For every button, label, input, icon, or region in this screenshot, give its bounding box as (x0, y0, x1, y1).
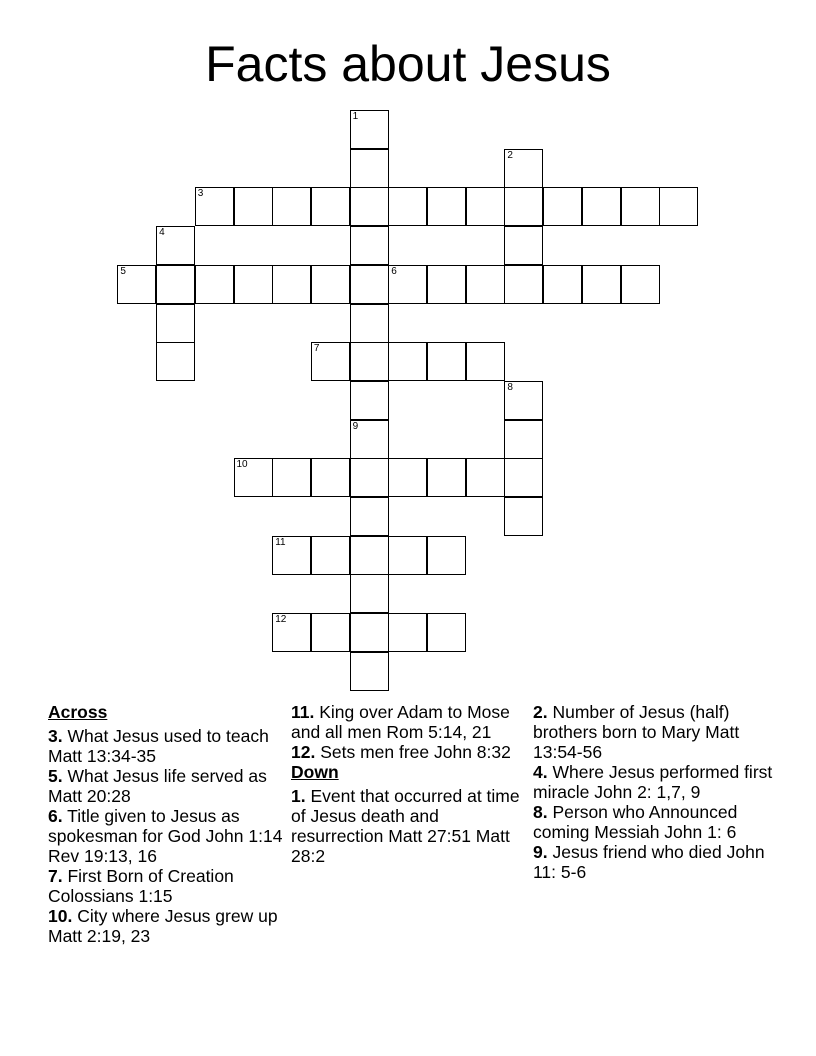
grid-cell[interactable] (156, 265, 195, 304)
grid-cell[interactable] (504, 420, 543, 459)
clue-text: First Born of Creation Colossians 1:15 (48, 866, 234, 906)
grid-cell[interactable] (504, 497, 543, 536)
grid-cell[interactable] (311, 342, 350, 381)
clue-text: Sets men free John 8:32 (315, 742, 511, 762)
across-heading: Across (48, 702, 108, 722)
clue-text: What Jesus used to teach Matt 13:34-35 (48, 726, 269, 766)
grid-cell[interactable] (504, 187, 543, 226)
clue-number-label: 7 (313, 343, 320, 355)
grid-cell[interactable] (388, 342, 427, 381)
grid-cell[interactable] (350, 149, 389, 188)
clue-number: 8. (533, 802, 548, 822)
grid-cell[interactable] (195, 265, 234, 304)
grid-cell[interactable] (350, 652, 389, 691)
grid-cell[interactable] (350, 420, 389, 459)
grid-cell[interactable] (350, 458, 389, 497)
grid-cell[interactable] (272, 536, 311, 575)
clue-number-label: 10 (236, 459, 248, 471)
grid-cell[interactable] (350, 110, 389, 149)
grid-cell[interactable] (195, 187, 234, 226)
grid-cell[interactable] (466, 265, 505, 304)
clue-text: Jesus friend who died John 11: 5-6 (533, 842, 765, 882)
grid-cell[interactable] (466, 342, 505, 381)
clue-item (533, 762, 773, 802)
clue-text: King over Adam to Mose and all men Rom 5:14, 21 (291, 702, 510, 742)
grid-cell[interactable] (311, 458, 350, 497)
grid-cell[interactable] (234, 458, 273, 497)
grid-cell[interactable] (350, 536, 389, 575)
clue-item (533, 842, 773, 882)
grid-cell[interactable] (504, 381, 543, 420)
grid-cell[interactable] (272, 265, 311, 304)
clue-number-label: 12 (275, 614, 287, 626)
grid-cell[interactable] (427, 187, 466, 226)
clue-item (291, 786, 529, 866)
grid-cell[interactable] (388, 265, 427, 304)
clue-item (48, 906, 286, 946)
clue-number: 7. (48, 866, 63, 886)
grid-cell[interactable] (582, 265, 621, 304)
grid-cell[interactable] (427, 536, 466, 575)
grid-cell[interactable] (466, 458, 505, 497)
clue-text: Number of Jesus (half) brothers born to Mary Matt 13:54-56 (533, 702, 740, 762)
clue-text: Person who Announced coming Messiah John 1: 6 (533, 802, 738, 842)
grid-cell[interactable] (117, 265, 156, 304)
clue-text: Title given to Jesus as spokesman for God John 1:14 Rev 19:13, 16 (48, 806, 283, 866)
grid-cell[interactable] (272, 458, 311, 497)
clue-item (533, 702, 773, 762)
clue-item (48, 726, 286, 766)
grid-cell[interactable] (621, 187, 660, 226)
clue-number-label: 6 (391, 265, 397, 277)
grid-cell[interactable] (504, 226, 543, 265)
clue-number: 12. (291, 742, 316, 762)
grid-cell[interactable] (388, 187, 427, 226)
clue-text: City where Jesus grew up Matt 2:19, 23 (48, 906, 278, 946)
grid-cell[interactable] (350, 342, 389, 381)
down-heading: Down (291, 762, 339, 782)
clue-item (291, 702, 529, 742)
grid-cell[interactable] (543, 187, 582, 226)
grid-cell[interactable] (234, 265, 273, 304)
grid-cell[interactable] (388, 458, 427, 497)
grid-cell[interactable] (388, 536, 427, 575)
clue-number-label: 4 (159, 227, 165, 239)
clue-number-label: 1 (352, 111, 359, 122)
grid-cell[interactable] (350, 226, 389, 265)
grid-cell[interactable] (350, 497, 389, 536)
clue-number: 4. (533, 762, 548, 782)
clue-number-label: 2 (507, 149, 513, 161)
grid-cell[interactable] (504, 149, 543, 188)
grid-cell[interactable] (427, 613, 466, 652)
clue-number-label: 5 (120, 265, 126, 277)
clue-number-label: 11 (275, 536, 286, 548)
grid-cell[interactable] (350, 304, 389, 343)
clue-number: 11. (291, 702, 315, 722)
clue-number: 5. (48, 766, 63, 786)
clue-number: 10. (48, 906, 73, 926)
clue-column-2 (291, 702, 529, 866)
grid-cell[interactable] (659, 187, 698, 226)
grid-cell[interactable] (272, 187, 311, 226)
clue-number: 6. (48, 806, 63, 826)
grid-cell[interactable] (311, 536, 350, 575)
clue-number: 1. (291, 786, 306, 806)
grid-cell[interactable] (388, 613, 427, 652)
clue-number: 3. (48, 726, 63, 746)
grid-cell[interactable] (427, 265, 466, 304)
clue-item (48, 806, 286, 866)
grid-cell[interactable] (466, 187, 505, 226)
clue-item (533, 802, 773, 842)
grid-cell[interactable] (350, 265, 389, 304)
grid-cell[interactable] (427, 342, 466, 381)
grid-cell[interactable] (350, 613, 389, 652)
clue-column-3 (533, 702, 773, 882)
grid-cell[interactable] (311, 187, 350, 226)
clue-number: 9. (533, 842, 548, 862)
clue-number: 2. (533, 702, 548, 722)
clue-item (48, 766, 286, 806)
grid-cell[interactable] (621, 265, 660, 304)
grid-cell[interactable] (156, 304, 195, 343)
grid-cell[interactable] (272, 613, 311, 652)
grid-cell[interactable] (156, 342, 195, 381)
clue-column-1 (48, 702, 286, 946)
clue-item (291, 742, 529, 762)
clue-number-label: 8 (507, 381, 513, 393)
puzzle-title: Facts about Jesus (205, 36, 611, 92)
grid-cell[interactable] (234, 187, 273, 226)
clue-number-label: 3 (197, 188, 204, 200)
grid-cell[interactable] (350, 187, 389, 226)
grid-cell[interactable] (543, 265, 582, 304)
clue-item (48, 866, 286, 906)
clue-text: What Jesus life served as Matt 20:28 (48, 766, 267, 806)
grid-cell[interactable] (582, 187, 621, 226)
grid-cell[interactable] (311, 265, 350, 304)
grid-cell[interactable] (156, 226, 195, 265)
grid-cell[interactable] (427, 458, 466, 497)
grid-cell[interactable] (350, 574, 389, 613)
clue-text: Where Jesus performed first miracle John 2: 1,7, 9 (533, 762, 773, 802)
grid-cell[interactable] (350, 381, 389, 420)
clue-number-label: 9 (352, 420, 359, 432)
grid-cell[interactable] (311, 613, 350, 652)
grid-cell[interactable] (504, 458, 543, 497)
clue-text: Event that occurred at time of Jesus death and resurrection Matt 27:51 Matt 28:2 (291, 786, 520, 866)
grid-cell[interactable] (504, 265, 543, 304)
